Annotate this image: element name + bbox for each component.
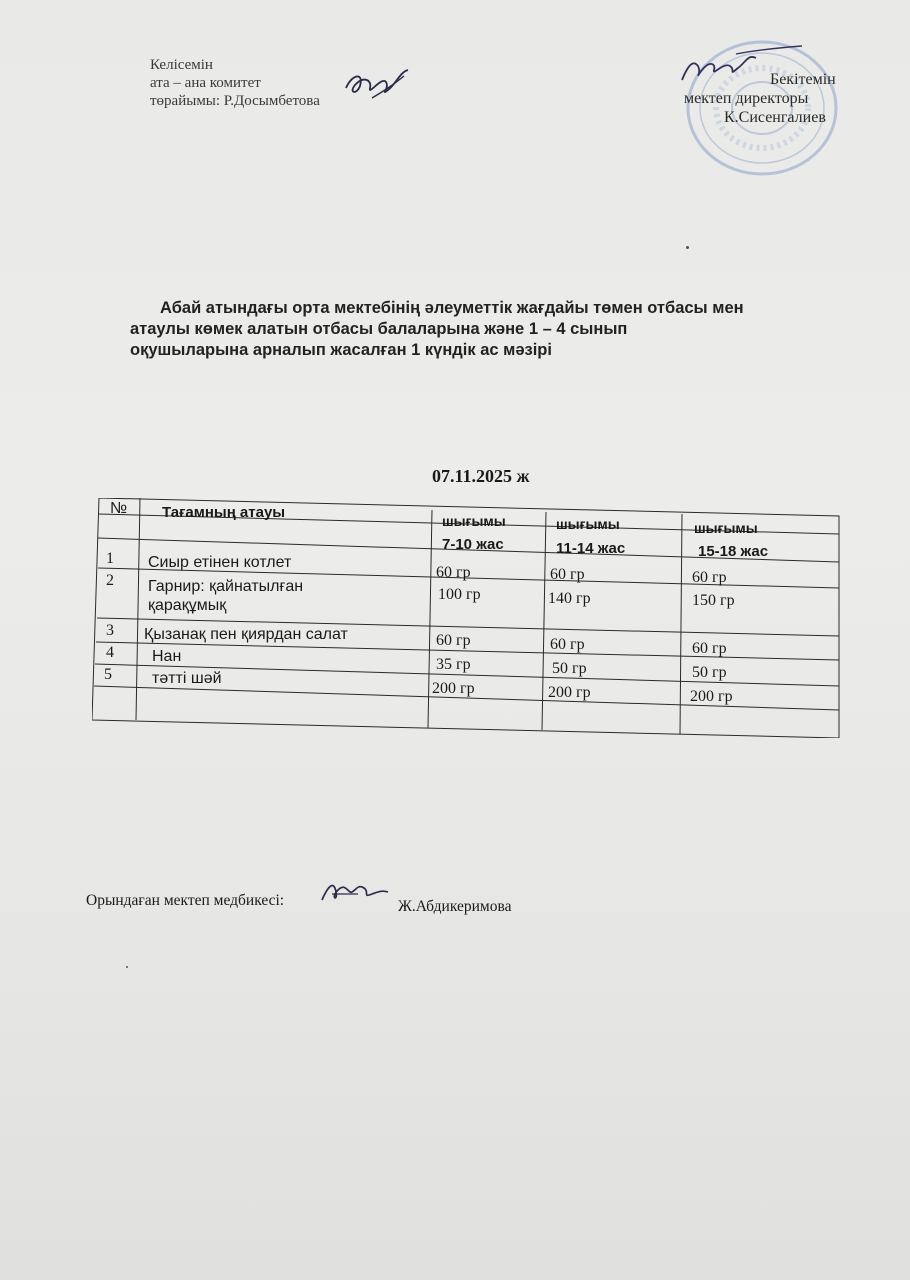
row3-v3: 60 гр bbox=[692, 640, 727, 657]
row2-name-line1: Гарнир: қайнатылған bbox=[148, 578, 304, 595]
speck bbox=[126, 966, 128, 968]
footer-label: Орындаған мектеп медбикесі: bbox=[86, 892, 285, 909]
row2-v3: 150 гр bbox=[692, 592, 735, 609]
row4-v1: 35 гр bbox=[436, 656, 471, 673]
approval-right-line1: Бекітемін bbox=[770, 71, 836, 88]
document-title bbox=[130, 298, 870, 361]
age-group-3: 15-18 жас bbox=[698, 543, 769, 560]
row2-v2: 140 гр bbox=[548, 590, 591, 607]
approval-left-block bbox=[150, 56, 320, 110]
footer-nurse-name: Ж.Абдикеримова bbox=[398, 898, 512, 915]
row3-v1: 60 гр bbox=[436, 632, 471, 649]
row5-name: тәтті шәй bbox=[152, 670, 222, 687]
header-num: № bbox=[110, 500, 128, 517]
row3-num: 3 bbox=[106, 622, 114, 639]
approval-left-line3: төрайымы: Р.Досымбетова bbox=[150, 93, 320, 109]
age-group-2: 11-14 жас bbox=[556, 540, 626, 557]
row1-name: Сиыр етінен котлет bbox=[148, 554, 292, 571]
footer bbox=[86, 892, 512, 915]
row4-v3: 50 гр bbox=[692, 664, 727, 681]
row5-v3: 200 гр bbox=[690, 688, 733, 705]
approval-left-line1: Келісемін bbox=[150, 57, 213, 73]
row1-v3: 60 гр bbox=[692, 569, 727, 586]
title-line2: атаулы көмек алатын отбасы балаларына және 1 – 4 сынып bbox=[130, 320, 628, 338]
approval-left-line2: ата – ана комитет bbox=[150, 75, 261, 91]
header-yield-1: шығымы bbox=[442, 513, 506, 529]
row5-num: 5 bbox=[104, 666, 112, 683]
row1-num: 1 bbox=[106, 550, 114, 567]
row1-v1: 60 гр bbox=[436, 564, 471, 581]
title-line3: оқушыларына арналып жасалған 1 күндік ас мәзірі bbox=[130, 341, 552, 359]
header-yield-2: шығымы bbox=[556, 516, 620, 532]
row2-name-line2: қарақұмық bbox=[148, 597, 227, 614]
title-line1: Абай атындағы орта мектебінің әлеуметтік жағдайы төмен отбасы мен bbox=[160, 299, 744, 317]
age-group-1: 7-10 жас bbox=[442, 536, 504, 553]
menu-table bbox=[92, 498, 840, 738]
row3-name: Қызанақ пен қиярдан салат bbox=[144, 626, 348, 643]
signature-left bbox=[342, 66, 414, 102]
approval-right-block bbox=[680, 70, 836, 127]
header-yield-3: шығымы bbox=[694, 520, 758, 536]
approval-right-line3: К.Сисенгалиев bbox=[724, 109, 826, 126]
row1-v2: 60 гр bbox=[550, 566, 585, 583]
row2-num: 2 bbox=[106, 572, 114, 589]
speck bbox=[686, 246, 689, 249]
row5-v1: 200 гр bbox=[432, 680, 475, 697]
signature-nurse bbox=[318, 874, 390, 908]
row4-num: 4 bbox=[106, 644, 114, 661]
row4-name: Нан bbox=[152, 648, 182, 665]
menu-date: 07.11.2025 ж bbox=[432, 466, 530, 486]
row5-v2: 200 гр bbox=[548, 684, 591, 701]
row2-v1: 100 гр bbox=[438, 586, 481, 603]
row4-v2: 50 гр bbox=[552, 660, 587, 677]
header-dish-name: Тағамның атауы bbox=[162, 504, 286, 521]
row3-v2: 60 гр bbox=[550, 636, 585, 653]
approval-right-line2: мектеп директоры bbox=[684, 90, 809, 107]
